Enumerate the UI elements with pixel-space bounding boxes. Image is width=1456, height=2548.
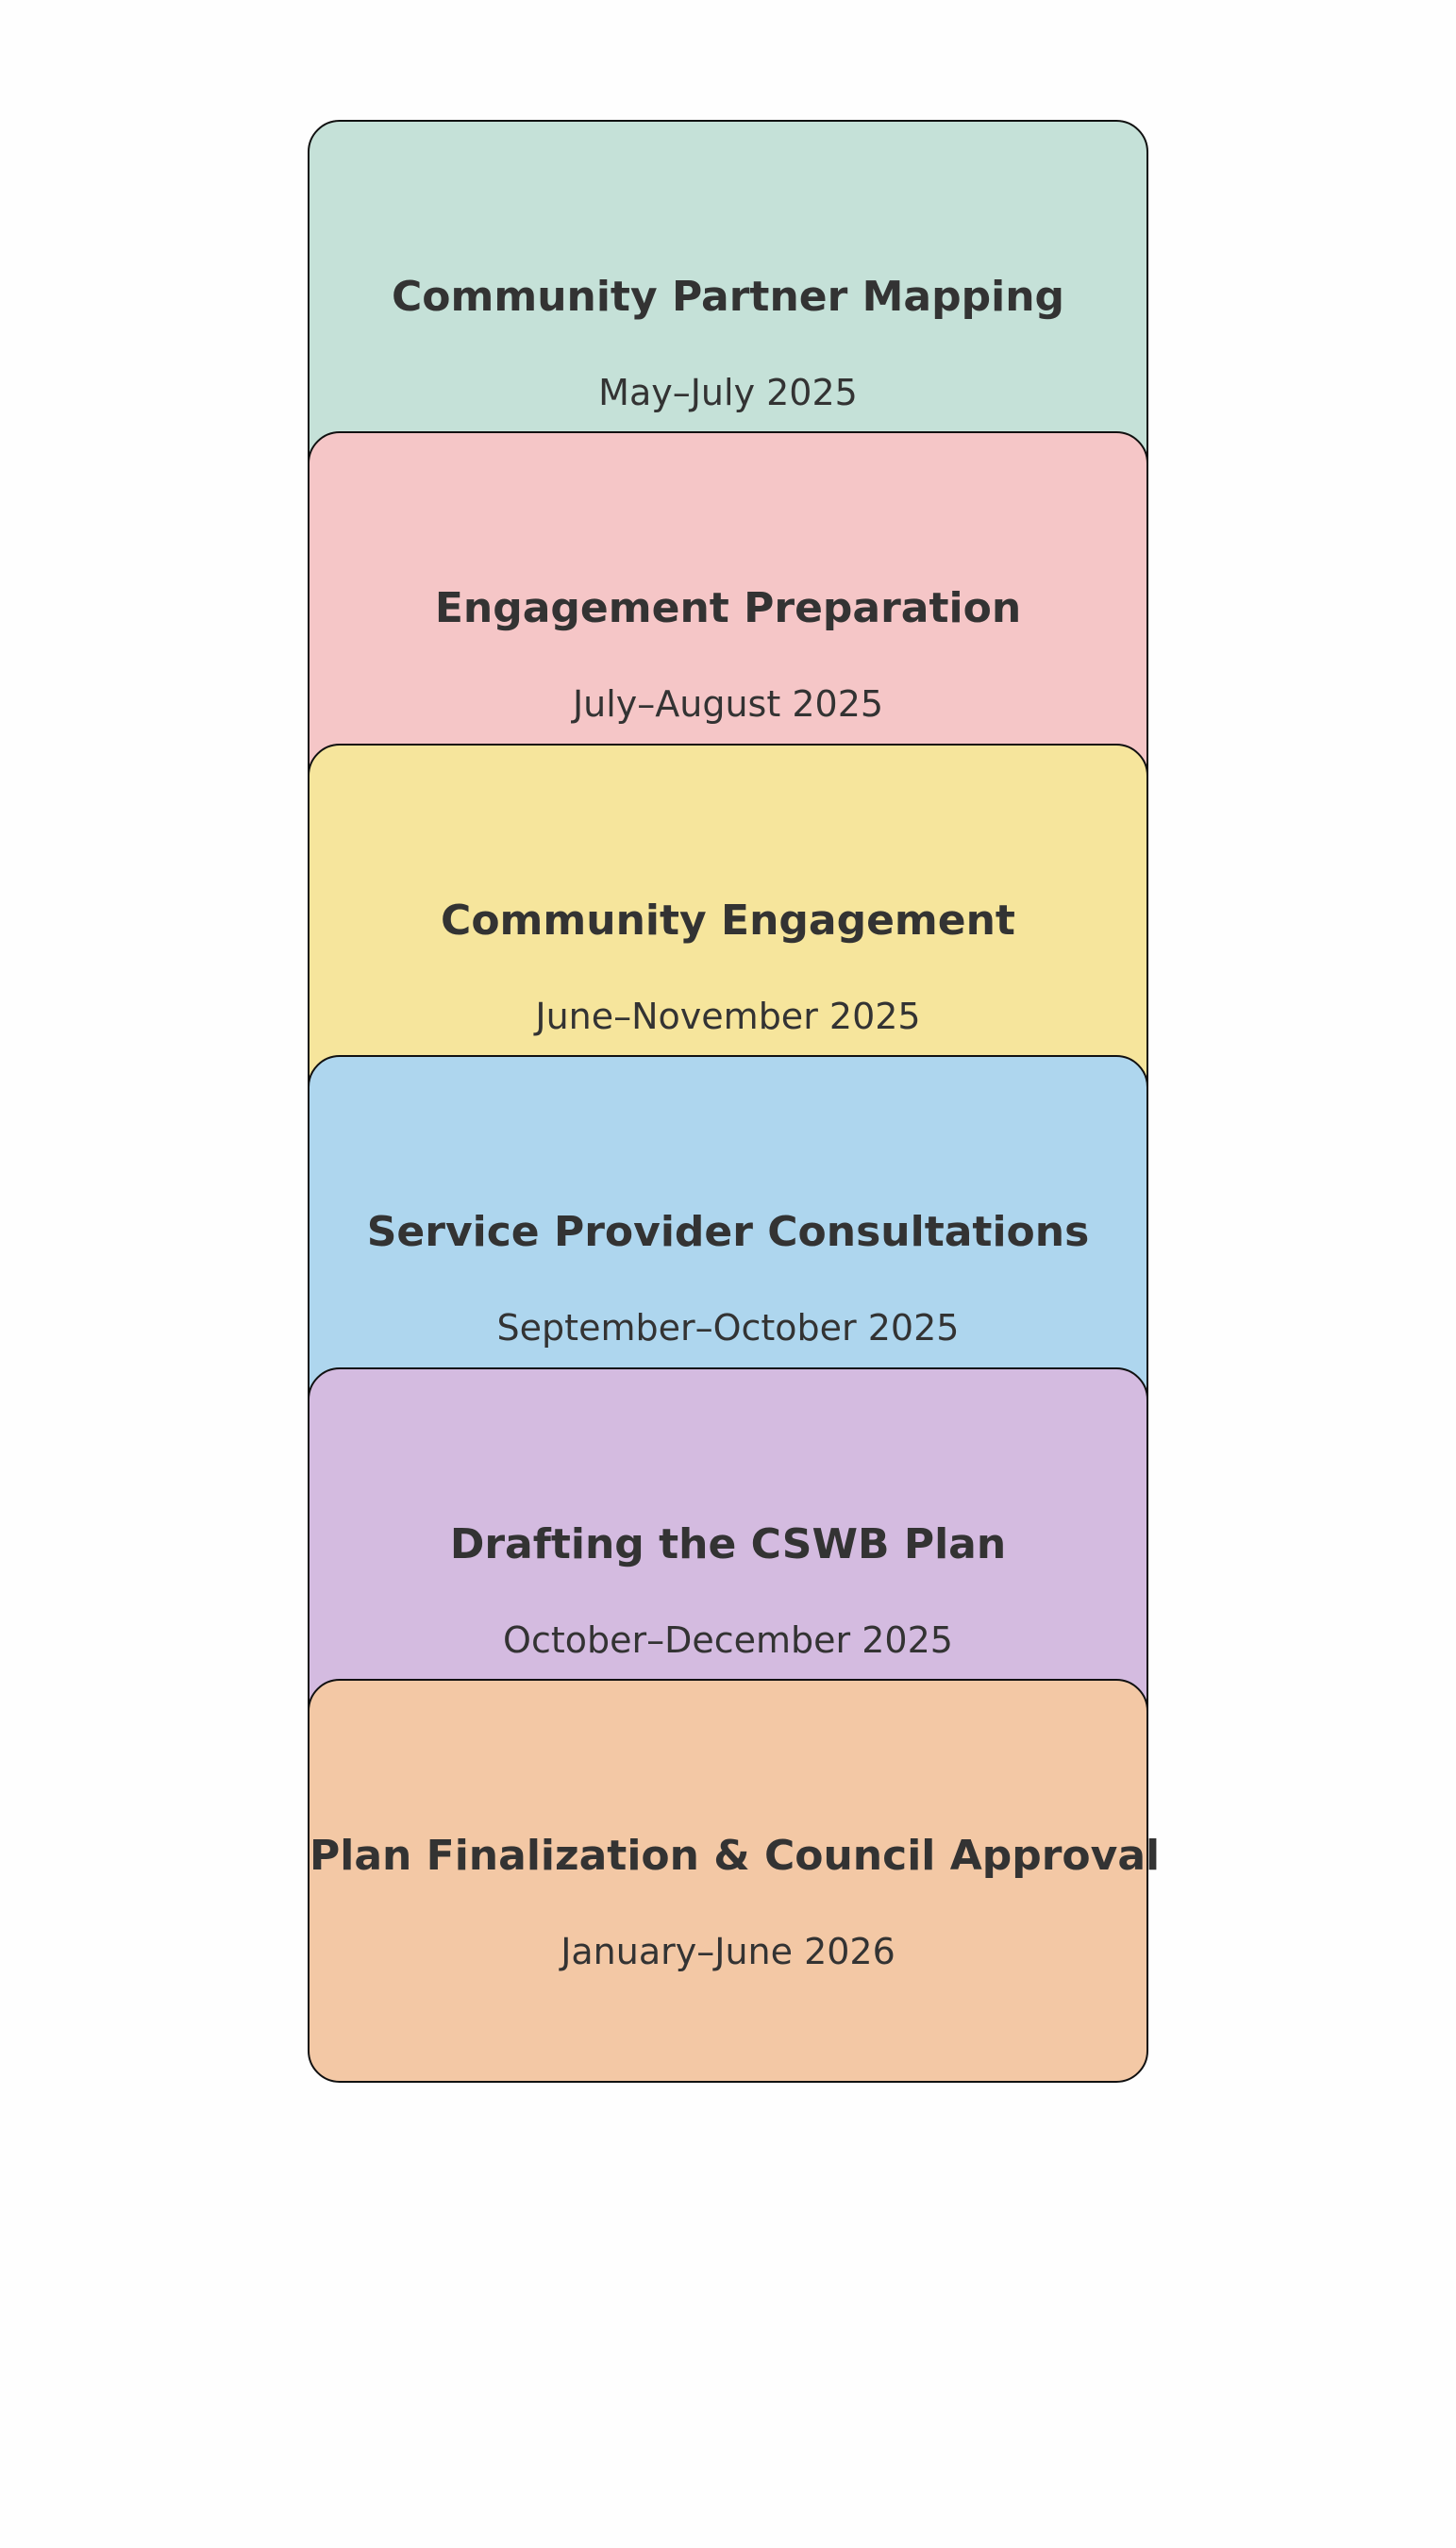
stage-title: Plan Finalization & Council Approval — [310, 1832, 1161, 1880]
stage-title: Service Provider Consultations — [366, 1208, 1090, 1256]
stage-title: Community Engagement — [441, 897, 1015, 945]
stage-title: Drafting the CSWB Plan — [449, 1520, 1007, 1568]
stage-dates: July–August 2025 — [572, 683, 884, 725]
stage-dates: October–December 2025 — [503, 1619, 953, 1661]
stage-card-plan-finalization — [308, 1679, 1161, 2083]
stage-dates: January–June 2026 — [561, 1931, 895, 1972]
stage-title: Engagement Preparation — [434, 584, 1022, 632]
stage-dates: May–July 2025 — [598, 372, 858, 413]
stage-title: Community Partner Mapping — [391, 273, 1065, 321]
stage-dates: September–October 2025 — [496, 1307, 960, 1349]
stage-dates: June–November 2025 — [535, 996, 921, 1037]
